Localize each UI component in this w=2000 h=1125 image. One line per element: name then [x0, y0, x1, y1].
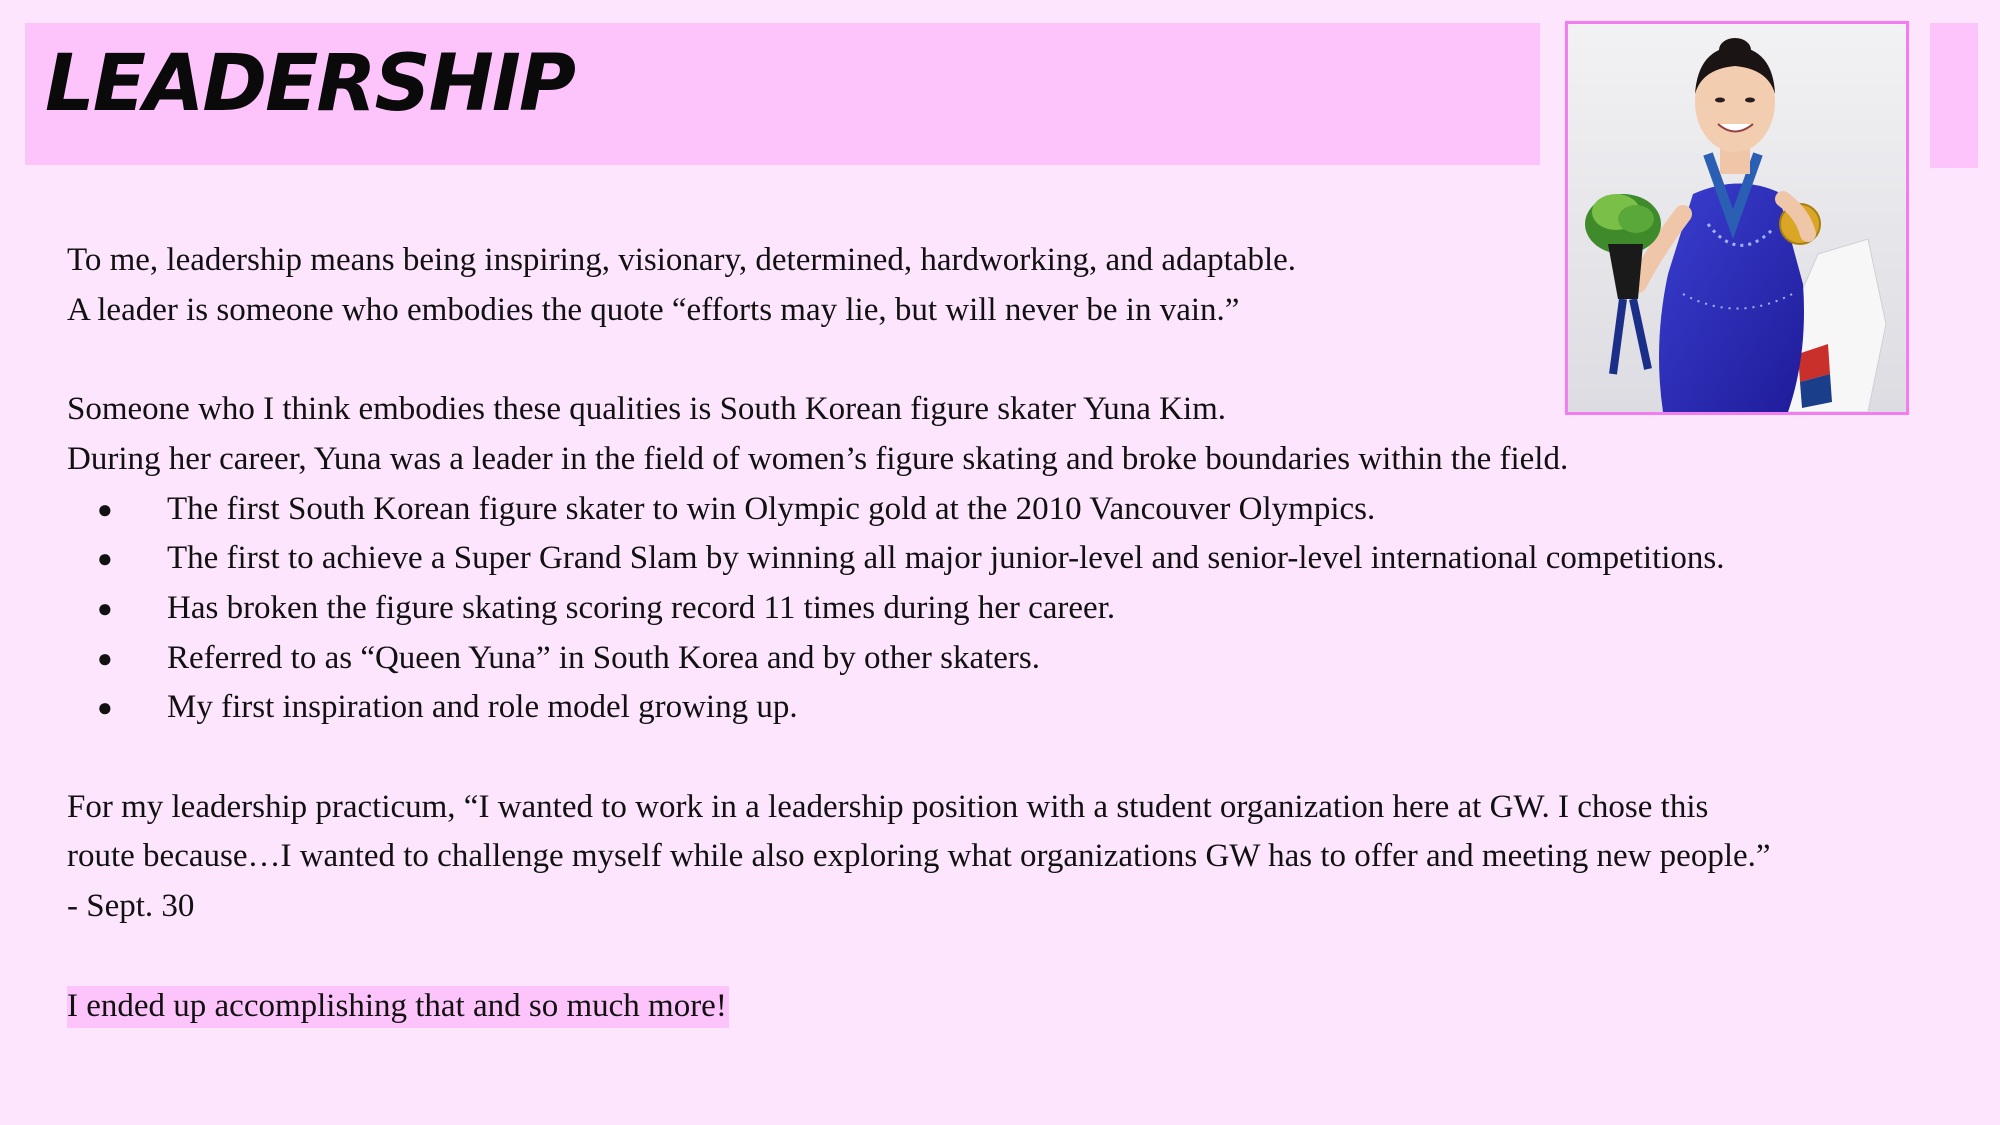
- bullet-icon: ●: [97, 593, 113, 623]
- subject-line-1: Someone who I think embodies these qualities is South Korean figure skater Yuna Kim.: [67, 391, 1227, 428]
- paragraph-gap: [67, 932, 1947, 982]
- achievements-list: [67, 485, 1947, 734]
- title-banner: [25, 23, 1540, 165]
- bullet-icon: ●: [97, 494, 113, 524]
- practicum-line-2: route because…I wanted to challenge myself while also exploring what organizations GW has to offer and meeting new people.”: [67, 838, 1771, 875]
- list-item-text: The first South Korean figure skater to win Olympic gold at the 2010 Vancouver Olympics.: [167, 490, 1376, 527]
- body-text: [67, 236, 1947, 1031]
- paragraph-gap: [67, 733, 1947, 783]
- list-item: [67, 634, 1947, 684]
- slide-title: LEADERSHIP: [45, 39, 575, 129]
- highlighted-conclusion: I ended up accomplishing that and so much more!: [67, 986, 729, 1028]
- conclusion-line: [67, 982, 1947, 1032]
- intro-line-1: To me, leadership means being inspiring, visionary, determined, hardworking, and adaptable.: [67, 242, 1297, 278]
- bullet-icon: ●: [97, 643, 113, 673]
- bullet-icon: ●: [97, 544, 113, 574]
- intro-line-2: A leader is someone who embodies the quote “efforts may lie, but will never be in vain.”: [67, 291, 1240, 328]
- list-item-text: Has broken the figure skating scoring record 11 times during her career.: [167, 589, 1116, 626]
- list-item-text: Referred to as “Queen Yuna” in South Korea and by other skaters.: [167, 639, 1040, 676]
- list-item: [67, 485, 1947, 535]
- paragraph-gap: [67, 335, 1947, 385]
- subject-line-2: During her career, Yuna was a leader in the field of women’s figure skating and broke boundaries within the field.: [67, 440, 1569, 477]
- bullet-icon: ●: [97, 693, 113, 723]
- list-item-text: My first inspiration and role model growing up.: [167, 689, 798, 726]
- list-item-text: The first to achieve a Super Grand Slam by winning all major junior-level and senior-level international competitions.: [167, 540, 1725, 577]
- decorative-tab: [1930, 23, 1978, 168]
- practicum-line-1: For my leadership practicum, “I wanted to work in a leadership position with a student organization here at GW. I chose this: [67, 788, 1709, 825]
- practicum-date: - Sept. 30: [67, 888, 195, 925]
- list-item: [67, 584, 1947, 634]
- list-item: [67, 534, 1947, 584]
- list-item: [67, 683, 1947, 733]
